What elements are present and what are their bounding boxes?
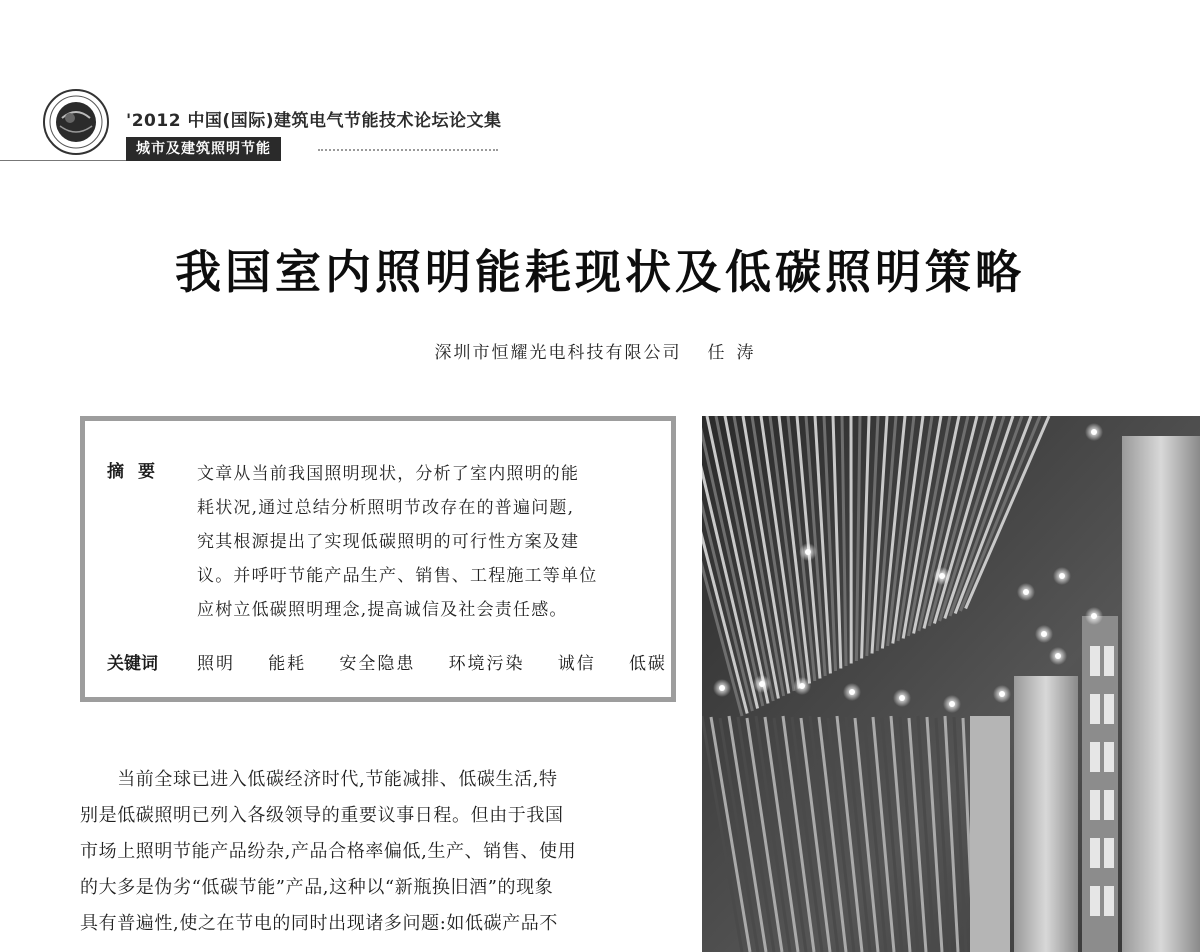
abstract-box (80, 416, 676, 702)
header-dotted-line (318, 149, 498, 151)
abstract-line: 文章从当前我国照明现状，分析了室内照明的能 (197, 464, 580, 484)
abstract-line: 议。并呼吁节能产品生产、销售、工程施工等单位 (197, 566, 598, 586)
keyword: 诚信 (557, 654, 596, 674)
header-divider (0, 160, 126, 161)
body-line: 具有普遍性,使之在节电的同时出现诸多问题:如低碳产品不 (80, 913, 558, 934)
body-line: 的大多是伪劣“低碳节能”产品,这种以“新瓶换旧酒”的现象 (80, 877, 554, 898)
body-line: 别是低碳照明已列入各级领导的重要议事日程。但由于我国 (80, 805, 564, 826)
keyword: 照明 (197, 654, 235, 674)
keyword: 能耗 (268, 654, 307, 674)
conference-seal-icon (42, 88, 110, 156)
section-tag: 城市及建筑照明节能 (126, 137, 281, 161)
affiliation: 深圳市恒耀光电科技有限公司 (434, 343, 682, 363)
abstract-label: 摘要 (107, 462, 169, 482)
keyword: 环境污染 (448, 654, 525, 674)
keyword: 低碳 (628, 654, 667, 674)
abstract-line: 究其根源提出了实现低碳照明的可行性方案及建 (197, 532, 580, 552)
journal-title: '2012 中国(国际)建筑电气节能技术论坛论文集 (126, 111, 502, 131)
keyword-list (197, 649, 667, 674)
author: 任涛 (707, 343, 766, 363)
byline (0, 338, 1200, 363)
body-line: 当前全球已进入低碳经济时代,节能减排、低碳生活,特 (117, 769, 558, 790)
abstract-text (197, 457, 659, 627)
body-line: 市场上照明节能产品纷杂,产品合格率偏低,生产、销售、使用 (80, 841, 577, 862)
abstract-line: 耗状况,通过总结分析照明节改存在的普遍问题, (197, 498, 575, 518)
abstract-line: 应树立低碳照明理念,提高诚信及社会责任感。 (197, 600, 568, 620)
interior-ceiling-lighting-photo (702, 416, 1200, 952)
keyword: 安全隐患 (339, 654, 416, 674)
keywords-label: 关键词 (107, 654, 158, 674)
body-text (80, 762, 660, 942)
article-title: 我国室内照明能耗现状及低碳照明策略 (175, 245, 1025, 299)
